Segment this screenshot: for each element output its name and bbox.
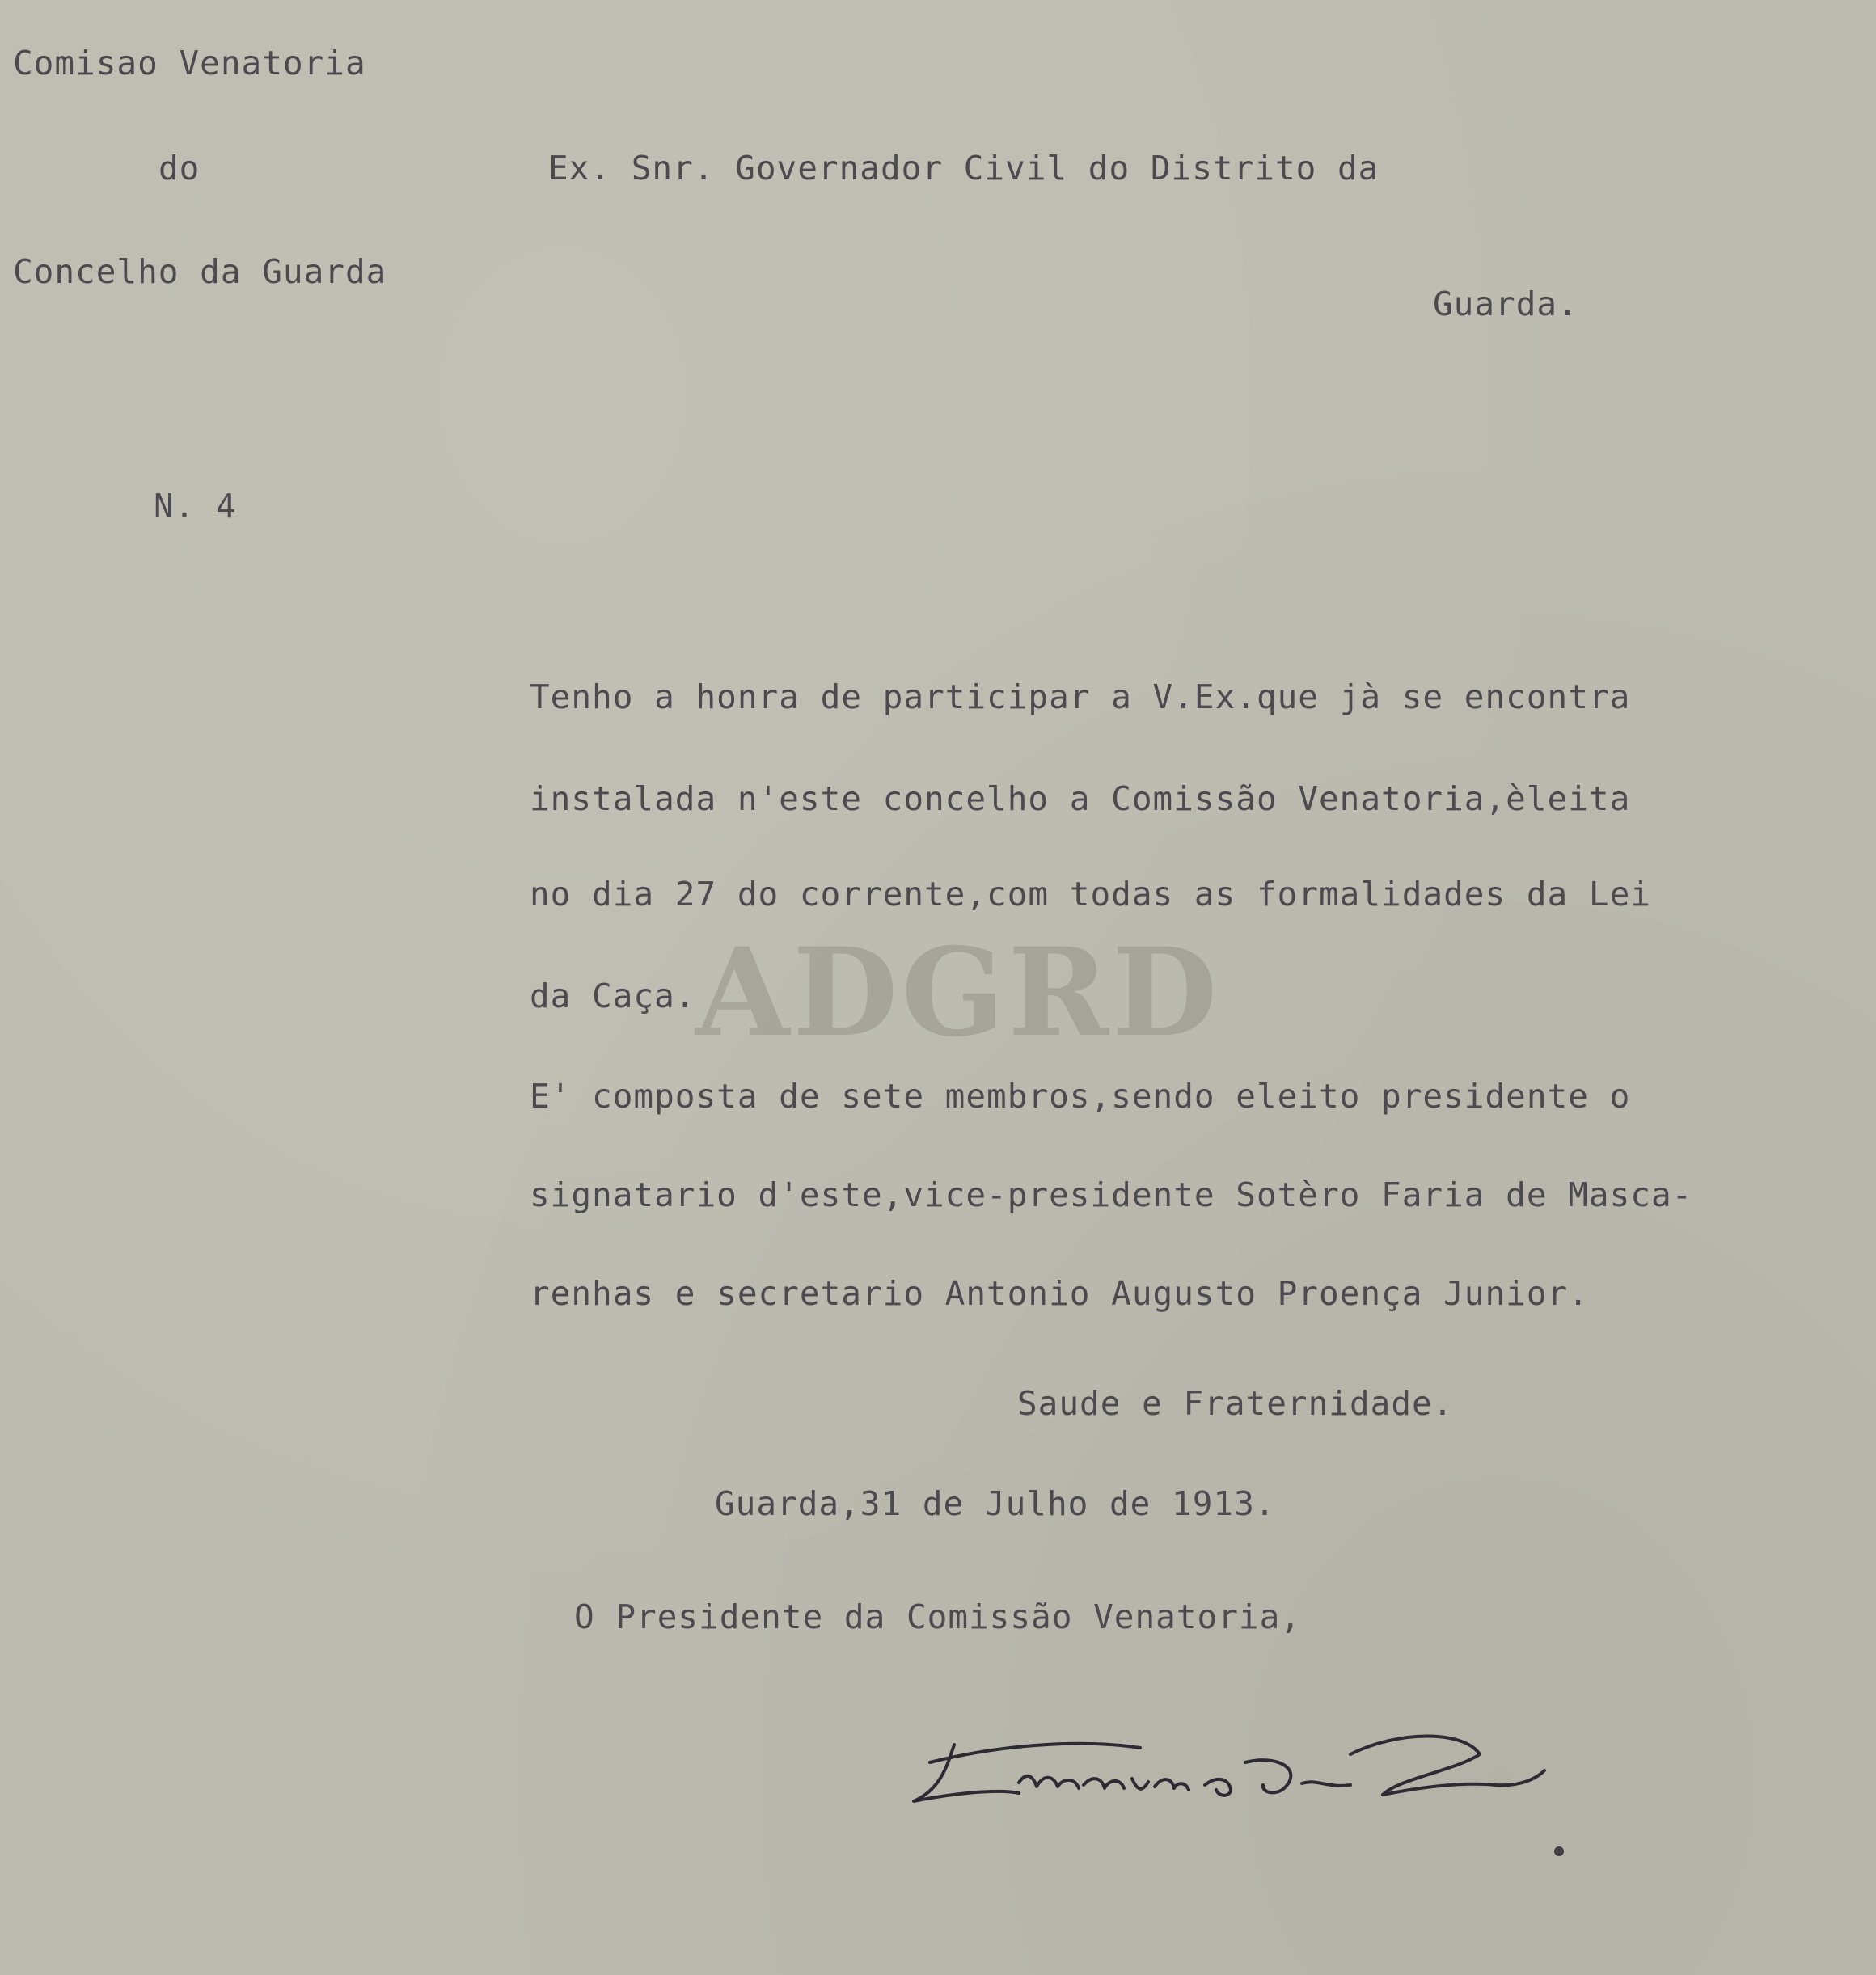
archive-watermark: ADGRD [695, 922, 1221, 1064]
body-line-3: no dia 27 do corrente,com todas as formalidades da Lei [530, 875, 1651, 914]
ink-dot [1554, 1846, 1564, 1856]
reference-number: N. 4 [154, 487, 237, 525]
closing-line: O Presidente da Comissão Venatoria, [574, 1597, 1301, 1636]
salutation: Saude e Fraternidade. [1017, 1384, 1454, 1423]
body-line-7: renhas e secretario Antonio Augusto Proença Junior. [530, 1274, 1589, 1313]
handwritten-signature [898, 1698, 1593, 1827]
sender-name-line2: do [158, 149, 201, 188]
addressee-line: Ex. Snr. Governador Civil do Distrito da [548, 149, 1380, 188]
sender-name-line1: Comisao Venatoria [13, 44, 366, 82]
body-line-4: da Caça. [530, 977, 696, 1015]
body-line-6: signatario d'este,vice-presidente Sotèro Faria de Masca- [530, 1175, 1693, 1214]
body-line-5: E' composta de sete membros,sendo eleito presidente o [530, 1077, 1631, 1116]
body-line-1: Tenho a honra de participar a V.Ex.que jà se encontra [530, 677, 1631, 716]
sender-name-line3: Concelho da Guarda [13, 252, 387, 291]
body-line-2: instalada n'este concelho a Comissão Venatoria,èleita [530, 779, 1631, 818]
addressee-city: Guarda. [1433, 285, 1578, 323]
place-date: Guarda,31 de Julho de 1913. [715, 1484, 1276, 1523]
